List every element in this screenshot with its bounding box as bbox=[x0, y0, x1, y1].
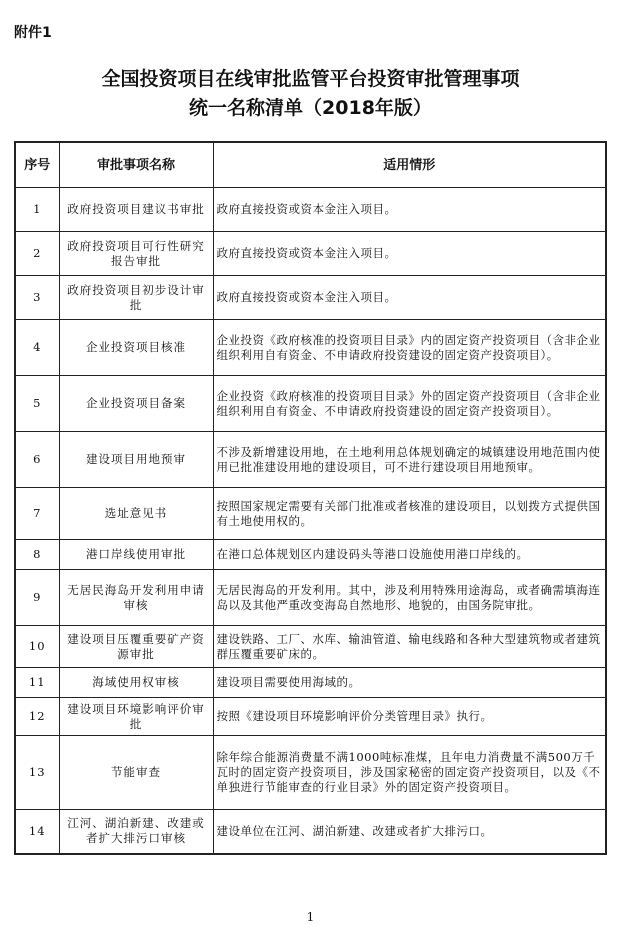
row-description: 在港口总体规划区内建设码头等港口设施使用港口岸线的。 bbox=[213, 540, 606, 570]
table-row bbox=[15, 810, 606, 854]
row-item-name: 无居民海岛开发利用申请审核 bbox=[59, 570, 213, 626]
row-index: 13 bbox=[15, 736, 59, 810]
row-index: 12 bbox=[15, 698, 59, 736]
row-index: 1 bbox=[15, 188, 59, 232]
row-index: 11 bbox=[15, 668, 59, 698]
row-item-name: 节能审查 bbox=[59, 736, 213, 810]
row-index: 2 bbox=[15, 232, 59, 276]
row-item-name: 江河、湖泊新建、改建或者扩大排污口审核 bbox=[59, 810, 213, 854]
page-title-line1: 全国投资项目在线审批监管平台投资审批管理事项 bbox=[101, 68, 520, 90]
page-title-line2: 统一名称清单（2018年版） bbox=[189, 97, 432, 119]
table-row bbox=[15, 276, 606, 320]
row-index: 7 bbox=[15, 488, 59, 540]
table-row bbox=[15, 540, 606, 570]
approval-items-table bbox=[14, 141, 607, 855]
row-description: 建设铁路、工厂、水库、输油管道、输电线路和各种大型建筑物或者建筑群压覆重要矿床的。 bbox=[213, 626, 606, 668]
row-item-name: 建设项目用地预审 bbox=[59, 432, 213, 488]
row-item-name: 企业投资项目核准 bbox=[59, 320, 213, 376]
row-index: 10 bbox=[15, 626, 59, 668]
row-index: 4 bbox=[15, 320, 59, 376]
row-description: 按照《建设项目环境影响评价分类管理目录》执行。 bbox=[213, 698, 606, 736]
table-row bbox=[15, 188, 606, 232]
row-index: 14 bbox=[15, 810, 59, 854]
table-header-row bbox=[15, 142, 606, 188]
row-item-name: 港口岸线使用审批 bbox=[59, 540, 213, 570]
row-index: 3 bbox=[15, 276, 59, 320]
table-row bbox=[15, 432, 606, 488]
row-item-name: 海域使用权审核 bbox=[59, 668, 213, 698]
row-item-name: 政府投资项目可行性研究报告审批 bbox=[59, 232, 213, 276]
row-index: 9 bbox=[15, 570, 59, 626]
row-description: 政府直接投资或资本金注入项目。 bbox=[213, 276, 606, 320]
row-description: 政府直接投资或资本金注入项目。 bbox=[213, 232, 606, 276]
header-item-name: 审批事项名称 bbox=[59, 142, 213, 188]
table-row bbox=[15, 626, 606, 668]
table-row bbox=[15, 570, 606, 626]
row-index: 5 bbox=[15, 376, 59, 432]
row-item-name: 建设项目环境影响评价审批 bbox=[59, 698, 213, 736]
row-index: 6 bbox=[15, 432, 59, 488]
row-item-name: 政府投资项目建议书审批 bbox=[59, 188, 213, 232]
row-description: 建设项目需要使用海域的。 bbox=[213, 668, 606, 698]
table-row bbox=[15, 488, 606, 540]
attachment-label: 附件1 bbox=[14, 25, 52, 41]
table-row bbox=[15, 232, 606, 276]
table-row bbox=[15, 376, 606, 432]
row-index: 8 bbox=[15, 540, 59, 570]
row-description: 除年综合能源消费量不满1000吨标准煤，且年电力消费量不满500万千瓦时的固定资产投资项目，涉及国家秘密的固定资产投资项目，以及《不单独进行节能审查的行业目录》外的固定资产投资项目。 bbox=[213, 736, 606, 810]
row-description: 建设单位在江河、湖泊新建、改建或者扩大排污口。 bbox=[213, 810, 606, 854]
table-row bbox=[15, 736, 606, 810]
table-row bbox=[15, 698, 606, 736]
header-index: 序号 bbox=[15, 142, 59, 188]
page-number: 1 bbox=[306, 910, 315, 924]
row-description: 企业投资《政府核准的投资项目目录》外的固定资产投资项目（含非企业组织利用自有资金、不申请政府投资建设的固定资产投资项目）。 bbox=[213, 376, 606, 432]
row-description: 按照国家规定需要有关部门批准或者核准的建设项目，以划拨方式提供国有土地使用权的。 bbox=[213, 488, 606, 540]
row-description: 企业投资《政府核准的投资项目目录》内的固定资产投资项目（含非企业组织利用自有资金、不申请政府投资建设的固定资产投资项目）。 bbox=[213, 320, 606, 376]
row-item-name: 建设项目压覆重要矿产资源审批 bbox=[59, 626, 213, 668]
table-row bbox=[15, 320, 606, 376]
row-description: 无居民海岛的开发利用。其中，涉及利用特殊用途海岛，或者确需填海连岛以及其他严重改变海岛自然地形、地貌的，由国务院审批。 bbox=[213, 570, 606, 626]
row-description: 不涉及新增建设用地，在土地利用总体规划确定的城镇建设用地范围内使用已批准建设用地的建设项目，可不进行建设项目用地预审。 bbox=[213, 432, 606, 488]
header-applicable-cases: 适用情形 bbox=[213, 142, 606, 188]
row-item-name: 企业投资项目备案 bbox=[59, 376, 213, 432]
row-item-name: 选址意见书 bbox=[59, 488, 213, 540]
table-row bbox=[15, 668, 606, 698]
row-item-name: 政府投资项目初步设计审批 bbox=[59, 276, 213, 320]
row-description: 政府直接投资或资本金注入项目。 bbox=[213, 188, 606, 232]
